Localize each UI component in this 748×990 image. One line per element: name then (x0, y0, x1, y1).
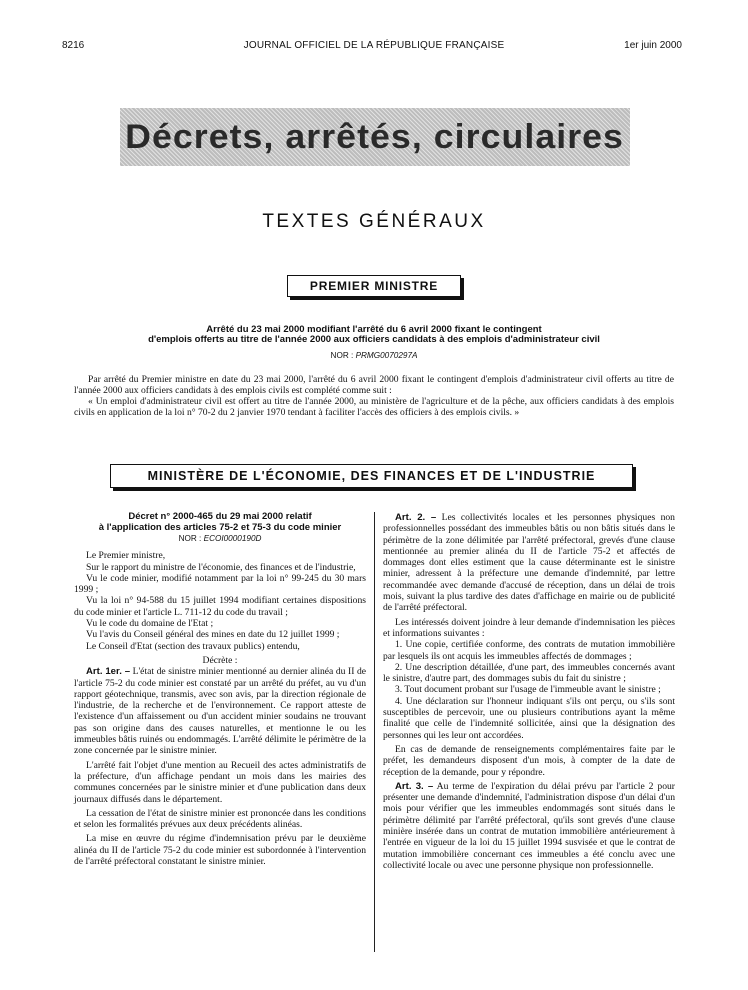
section-title: TEXTES GÉNÉRAUX (262, 211, 486, 232)
ministry-box-premier-ministre (287, 275, 461, 297)
arrete-text: Par arrêté du Premier ministre en date du 23 mai 2000, l'arrêté du 6 avril 2000 fixant le contingent d'emplois d'administrateur civil offerts au titre de l'année 2000 aux officiers candidats à des emplois civils est complété comme suit : (74, 374, 674, 396)
article-3-label: Art. 3. – (395, 780, 434, 792)
nor-label: NOR : (330, 351, 356, 360)
arrete-paragraph-1 (74, 374, 674, 396)
arrete-title (0, 325, 748, 345)
decrete-line: Décrète : (202, 654, 238, 666)
article-1-paragraph: La cessation de l'état de sinistre minier est prononcée dans les conditions et selon les formalités prévues aux deux précédents alinéas. (74, 807, 366, 831)
ministry-box-economie (110, 464, 633, 488)
article-3-text: Au terme de l'expiration du délai prévu par l'article 2 pour présenter une demande d'indemnité, l'administration dispose d'un délai d'un mois pour vérifier que les immeubles endommagés sont situés dans le périmètre délimité par l'arrêté préfectoral, qu'ils sont grevés d'une clause minière insérée dans un contrat de mutation immobilière antérieurement à l'entrée en vigueur de la loi du 15 juillet 1994 susvisée et que le contrat de mutation immobilière concernant ces immeubles a été conclu avec une collectivité locale ou avec une personne physique non professionnelle. (383, 780, 675, 871)
preamble-line: Sur le rapport du ministre de l'économie, des finances et de l'industrie, (86, 561, 356, 573)
arrete-title-line2: d'emplois offerts au titre de l'année 2000 aux officiers candidats à des emplois d'administrateur civil (148, 334, 600, 345)
article-2-item: 1. Une copie, certifiée conforme, des contrats de mutation immobilière par lesquels ils ont acquis les immeubles affectés de dommages ; (383, 639, 675, 662)
arrete-paragraph-2 (74, 396, 674, 418)
preamble-line: Le Premier ministre, (86, 550, 166, 562)
article-2-item: 3. Tout document probant sur l'usage de l'immeuble avant le sinistre ; (395, 684, 661, 696)
ministry-name: PREMIER MINISTRE (309, 279, 439, 293)
article-2-paragraph: En cas de demande de renseignements complémentaires faite par le préfet, les demandeurs disposent d'un mois, à compter de la date de réception de la demande, pour y répondre. (383, 743, 675, 778)
article-3 (383, 781, 675, 871)
article-1-text: L'état de sinistre minier mentionné au dernier alinéa du II de l'article 75-2 du code minier est constaté par un arrêté du préfet, au vu d'un rapport géotechnique, transmis, avec son avis, par la direction régionale de l'industrie, de la recherche et de l'environnement. Ce rapport atteste de l'existence d'un affaissement ou d'un accident minier soudains ne trouvant pas son origine dans des causes naturelles, et mentionne le ou les immeubles bâtis ruinés ou endommagés. L'arrêté délimite le périmètre de la zone concernée par le sinistre minier. (74, 666, 367, 757)
journal-title: JOURNAL OFFICIEL DE LA RÉPUBLIQUE FRANÇAISE (243, 40, 505, 51)
preamble-line: Vu le code du domaine de l'Etat ; (86, 618, 214, 630)
preamble-line: Vu la loi n° 94-588 du 15 juillet 1994 modifiant certaines dispositions du code minier et l'article L. 711-12 du code du travail ; (74, 595, 366, 618)
arrete-nor (0, 351, 748, 360)
nor-code: PRMG0070297A (355, 351, 418, 360)
article-1-label: Art. 1er. – (86, 666, 131, 678)
ministry-name: MINISTÈRE DE L'ÉCONOMIE, DES FINANCES ET DE L'INDUSTRIE (147, 469, 596, 483)
article-1 (74, 666, 366, 756)
article-2-paragraph: Les intéressés doivent joindre à leur demande d'indemnisation les pièces et informations suivantes : (383, 616, 675, 639)
nor-label: NOR : (178, 534, 204, 543)
decret-title-line1: Décret n° 2000-465 du 29 mai 2000 relatif (128, 511, 312, 522)
article-2-label: Art. 2. – (395, 512, 437, 523)
article-1-paragraph: L'arrêté fait l'objet d'une mention au Recueil des actes administratifs de la préfecture, d'un affichage pendant un mois dans les mairies des communes concernées par le sinistre minier et d'une publication dans deux journaux diffusés dans le département. (74, 759, 366, 805)
preamble-line: Le Conseil d'Etat (section des travaux publics) entendu, (86, 640, 300, 652)
decret-nor (74, 533, 366, 544)
article-2-item: 4. Une déclaration sur l'honneur indiquant s'ils ont perçu, ou s'ils sont susceptibles de percevoir, une ou plusieurs contributions ayant la même finalité que celle de l'indemnité sollicitée, ainsi que la désignation des personnes qui les leur ont accordées. (383, 695, 675, 741)
decret-title-line2: à l'application des articles 75-2 et 75-3 du code minier (98, 521, 342, 533)
decret-right-column (383, 512, 675, 871)
column-divider (374, 512, 375, 952)
article-2-item: 2. Une description détaillée, d'une part, des immeubles concernés avant le sinistre, d'autre part, des dommages subis du fait du sinistre ; (383, 661, 675, 685)
decret-title (74, 512, 366, 533)
nor-code: ECOI0000190D (203, 534, 262, 543)
decret-left-column (74, 512, 366, 867)
page-number: 8216 (62, 40, 85, 51)
banner-title: Décrets, arrêtés, circulaires (125, 117, 625, 156)
section-banner (120, 108, 630, 166)
issue-date: 1er juin 2000 (624, 40, 682, 51)
preamble-line: Vu l'avis du Conseil général des mines en date du 12 juillet 1999 ; (86, 629, 340, 641)
arrete-text: « Un emploi d'administrateur civil est offert au titre de l'année 2000, au ministère de l'agriculture et de la pêche, aux officiers candidats à des emplois civils en application de la loi n° 70-2 du 2 janvier 1970 tendant à faciliter l'accès des officiers à des emplois civils. » (74, 396, 674, 418)
preamble-line: Vu le code minier, modifié notamment par la loi n° 99-245 du 30 mars 1999 ; (74, 572, 366, 596)
article-1-paragraph: La mise en œuvre du régime d'indemnisation prévu par le deuxième alinéa du II de l'article 75-2 du code minier est subordonnée à l'intervention de l'arrêté préfectoral constatant le sinistre minier. (74, 833, 366, 868)
article-2 (383, 512, 675, 614)
arrete-title-line1: Arrêté du 23 mai 2000 modifiant l'arrêté du 6 avril 2000 fixant le contingent (206, 324, 542, 335)
article-2-text: Les collectivités locales et les personnes physiques non professionnelles possédant des immeubles bâtis ou non bâtis situés dans le périmètre de la zone délimitée par l'arrêté préfectoral, grevés d'une clause mentionnée au premier alinéa du II de l'article 75-2 et affectés de dommages dont elles estiment que la cause déterminante est le sinistre minier, adressent à la préfecture une demande d'indemnité, par lettre recommandée avec demande d'accusé de réception, dans un délai de trois mois, suivant la plus tardive des dates d'affichage en mairie ou de publicité de l'arrêté préfectoral. (383, 512, 675, 614)
